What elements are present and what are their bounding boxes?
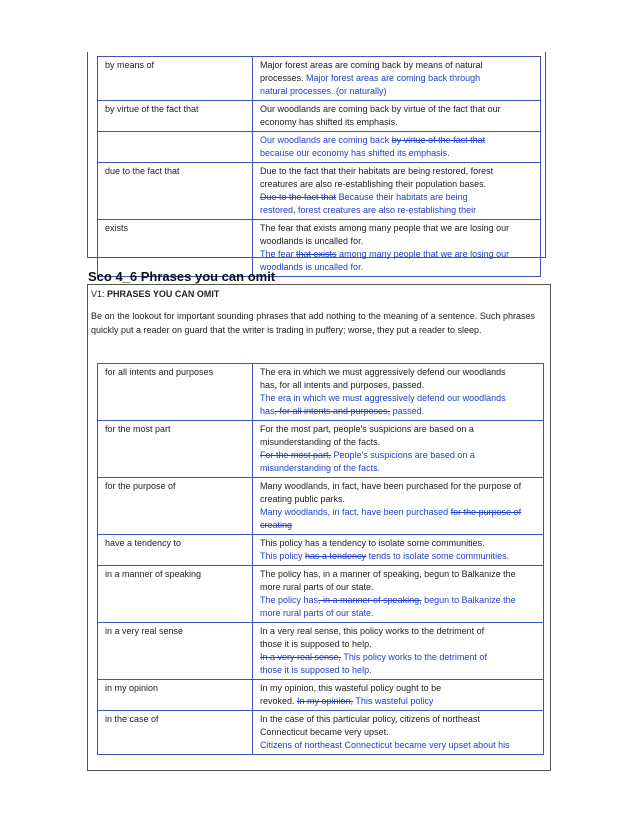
example-line — [260, 651, 537, 664]
example-line — [260, 519, 537, 532]
table-row — [98, 364, 544, 421]
table-row — [98, 220, 541, 277]
example-line — [260, 191, 534, 204]
example-cell — [253, 623, 544, 680]
example-line — [260, 392, 537, 405]
example-line — [260, 248, 534, 261]
revised-text: People's suspicions are based on a — [331, 450, 475, 460]
revised-text: The era in which we must aggressively defend our woodlands — [260, 393, 506, 403]
phrase-cell — [98, 132, 253, 163]
example-line — [260, 682, 537, 695]
example-line — [260, 449, 537, 462]
example-line — [260, 165, 534, 178]
example-line — [260, 739, 537, 752]
original-text: those it is supposed to help. — [260, 639, 372, 649]
original-text: woodlands is uncalled for. — [260, 236, 364, 246]
phrase-cell: in the case of — [98, 711, 253, 755]
phrases-table-1 — [97, 56, 541, 277]
original-text: processes. — [260, 73, 307, 83]
example-cell — [253, 364, 544, 421]
example-line — [260, 625, 537, 638]
v1-label: V1: PHRASES YOU CAN OMIT — [91, 289, 220, 299]
example-line — [260, 537, 537, 550]
table-row — [98, 680, 544, 711]
example-line — [260, 178, 534, 191]
example-line — [260, 506, 537, 519]
phrase-cell: for the purpose of — [98, 478, 253, 535]
example-line — [260, 103, 534, 116]
deleted-text: that exists — [296, 249, 337, 259]
example-line — [260, 59, 534, 72]
revised-text: has — [260, 406, 275, 416]
example-line — [260, 462, 537, 475]
example-line — [260, 85, 534, 98]
example-line — [260, 581, 537, 594]
phrase-cell: in a manner of speaking — [98, 566, 253, 623]
example-line — [260, 493, 537, 506]
example-line — [260, 436, 537, 449]
original-text: Major forest areas are coming back by means of natural — [260, 60, 483, 70]
example-line — [260, 235, 534, 248]
revised-text: because our economy has shifted its emphasis. — [260, 148, 450, 158]
example-line — [260, 261, 534, 274]
revised-text: restored, forest creatures are also re-establishing their — [260, 205, 477, 215]
revised-text: The fear — [260, 249, 297, 259]
original-text: has, for all intents and purposes, passed. — [260, 380, 425, 390]
original-text: The fear that exists among many people that we are losing our — [260, 223, 510, 233]
deleted-text: In a very real sense, — [260, 652, 342, 662]
example-line — [260, 72, 534, 85]
revised-text: The policy has — [260, 595, 319, 605]
example-line — [260, 405, 537, 418]
table-row — [98, 101, 541, 132]
example-line — [260, 713, 537, 726]
original-text: In the case of this particular policy, citizens of northeast — [260, 714, 480, 724]
revised-text: begun to Balkanize the — [421, 595, 516, 605]
revised-text: Many woodlands, in fact, have been purchased — [260, 507, 451, 517]
deleted-text: has a tendency — [305, 551, 367, 561]
original-text: The era in which we must aggressively defend our woodlands — [260, 367, 506, 377]
example-cell — [253, 421, 544, 478]
phrase-cell: for all intents and purposes — [98, 364, 253, 421]
deleted-text: , for all intents and purposes, — [274, 406, 391, 416]
example-line — [260, 147, 534, 160]
table-row — [98, 535, 544, 566]
revised-text: This policy works to the detriment of — [341, 652, 487, 662]
original-text: This policy has a tendency to isolate some communities. — [260, 538, 485, 548]
example-line — [260, 222, 534, 235]
deleted-text: In my opinion, — [297, 696, 354, 706]
revised-text: tends to isolate some communities. — [366, 551, 510, 561]
deleted-text: For the most part, — [260, 450, 332, 460]
table-row — [98, 57, 541, 101]
example-cell — [253, 680, 544, 711]
original-text: revoked. — [260, 696, 298, 706]
example-line — [260, 695, 537, 708]
example-cell — [253, 711, 544, 755]
phrase-cell: in a very real sense — [98, 623, 253, 680]
intro-paragraph: Be on the lookout for important sounding phrases that add nothing to the meaning of a sentence. Such phrases quickly put a reader on guard that the writer is trading in puffery; worse, they put a reader to sleep. — [91, 311, 535, 335]
example-line — [260, 423, 537, 436]
original-text: Connecticut became very upset. — [260, 727, 389, 737]
original-text: In a very real sense, this policy works to the detriment of — [260, 626, 485, 636]
example-line — [260, 638, 537, 651]
revised-text: misunderstanding of the facts. — [260, 463, 381, 473]
table-row — [98, 711, 544, 755]
table-row — [98, 623, 544, 680]
revised-text: those it is supposed to help. — [260, 665, 372, 675]
revised-text: Because their habitats are being — [336, 192, 468, 202]
revised-text: natural processes. (or naturally) — [260, 86, 387, 96]
example-line — [260, 594, 537, 607]
revised-text: Major forest areas are coming back through — [306, 73, 481, 83]
example-line — [260, 607, 537, 620]
table-row — [98, 132, 541, 163]
section-heading: Sco 4_6 Phrases you can omit — [88, 269, 276, 284]
original-text: creating public parks. — [260, 494, 346, 504]
phrase-cell: for the most part — [98, 421, 253, 478]
phrase-cell: have a tendency to — [98, 535, 253, 566]
example-line — [260, 379, 537, 392]
revised-text: This wasteful policy — [353, 696, 434, 706]
example-cell — [253, 57, 541, 101]
revised-text: among many people that we are losing our — [336, 249, 510, 259]
phrase-cell: by means of — [98, 57, 253, 101]
deleted-text: Due to the fact that — [260, 192, 337, 202]
example-cell — [253, 132, 541, 163]
example-line — [260, 366, 537, 379]
phrase-cell: in my opinion — [98, 680, 253, 711]
original-text: creatures are also re-establishing their population bases. — [260, 179, 487, 189]
example-cell — [253, 535, 544, 566]
revised-text: Our woodlands are coming back — [260, 135, 392, 145]
example-line — [260, 726, 537, 739]
phrase-cell: exists — [98, 220, 253, 277]
example-cell — [253, 478, 544, 535]
original-text: Due to the fact that their habitats are being restored, forest — [260, 166, 494, 176]
example-line — [260, 568, 537, 581]
phrases-table-2 — [97, 363, 544, 755]
example-cell — [253, 566, 544, 623]
original-text: Our woodlands are coming back by virtue of the fact that our — [260, 104, 501, 114]
original-text: more rural parts of our state. — [260, 582, 374, 592]
deleted-text: for the purpose of — [450, 507, 522, 517]
original-text: misunderstanding of the facts. — [260, 437, 381, 447]
deleted-text: by virtue of the fact that — [391, 135, 486, 145]
phrase-cell: due to the fact that — [98, 163, 253, 220]
table-row — [98, 478, 544, 535]
original-text: In my opinion, this wasteful policy ought to be — [260, 683, 442, 693]
revised-text: This policy — [260, 551, 306, 561]
example-cell — [253, 220, 541, 277]
deleted-text: , in a manner of speaking, — [318, 595, 422, 605]
table-row — [98, 163, 541, 220]
example-line — [260, 204, 534, 217]
table-row — [98, 421, 544, 478]
example-line — [260, 134, 534, 147]
deleted-text: creating — [260, 520, 293, 530]
original-text: The policy has, in a manner of speaking, begun to Balkanize the — [260, 569, 516, 579]
revised-text: Citizens of northeast Connecticut became very upset about his — [260, 740, 510, 750]
example-line — [260, 480, 537, 493]
original-text: economy has shifted its emphasis. — [260, 117, 398, 127]
revised-text: more rural parts of our state. — [260, 608, 374, 618]
example-line — [260, 550, 537, 563]
table-row — [98, 566, 544, 623]
example-line — [260, 664, 537, 677]
example-cell — [253, 163, 541, 220]
example-line — [260, 116, 534, 129]
revised-text: woodlands is uncalled for. — [260, 262, 364, 272]
revised-text: passed. — [390, 406, 425, 416]
original-text: Many woodlands, in fact, have been purchased for the purpose of — [260, 481, 522, 491]
example-cell — [253, 101, 541, 132]
phrase-cell: by virtue of the fact that — [98, 101, 253, 132]
original-text: For the most part, people's suspicions are based on a — [260, 424, 474, 434]
